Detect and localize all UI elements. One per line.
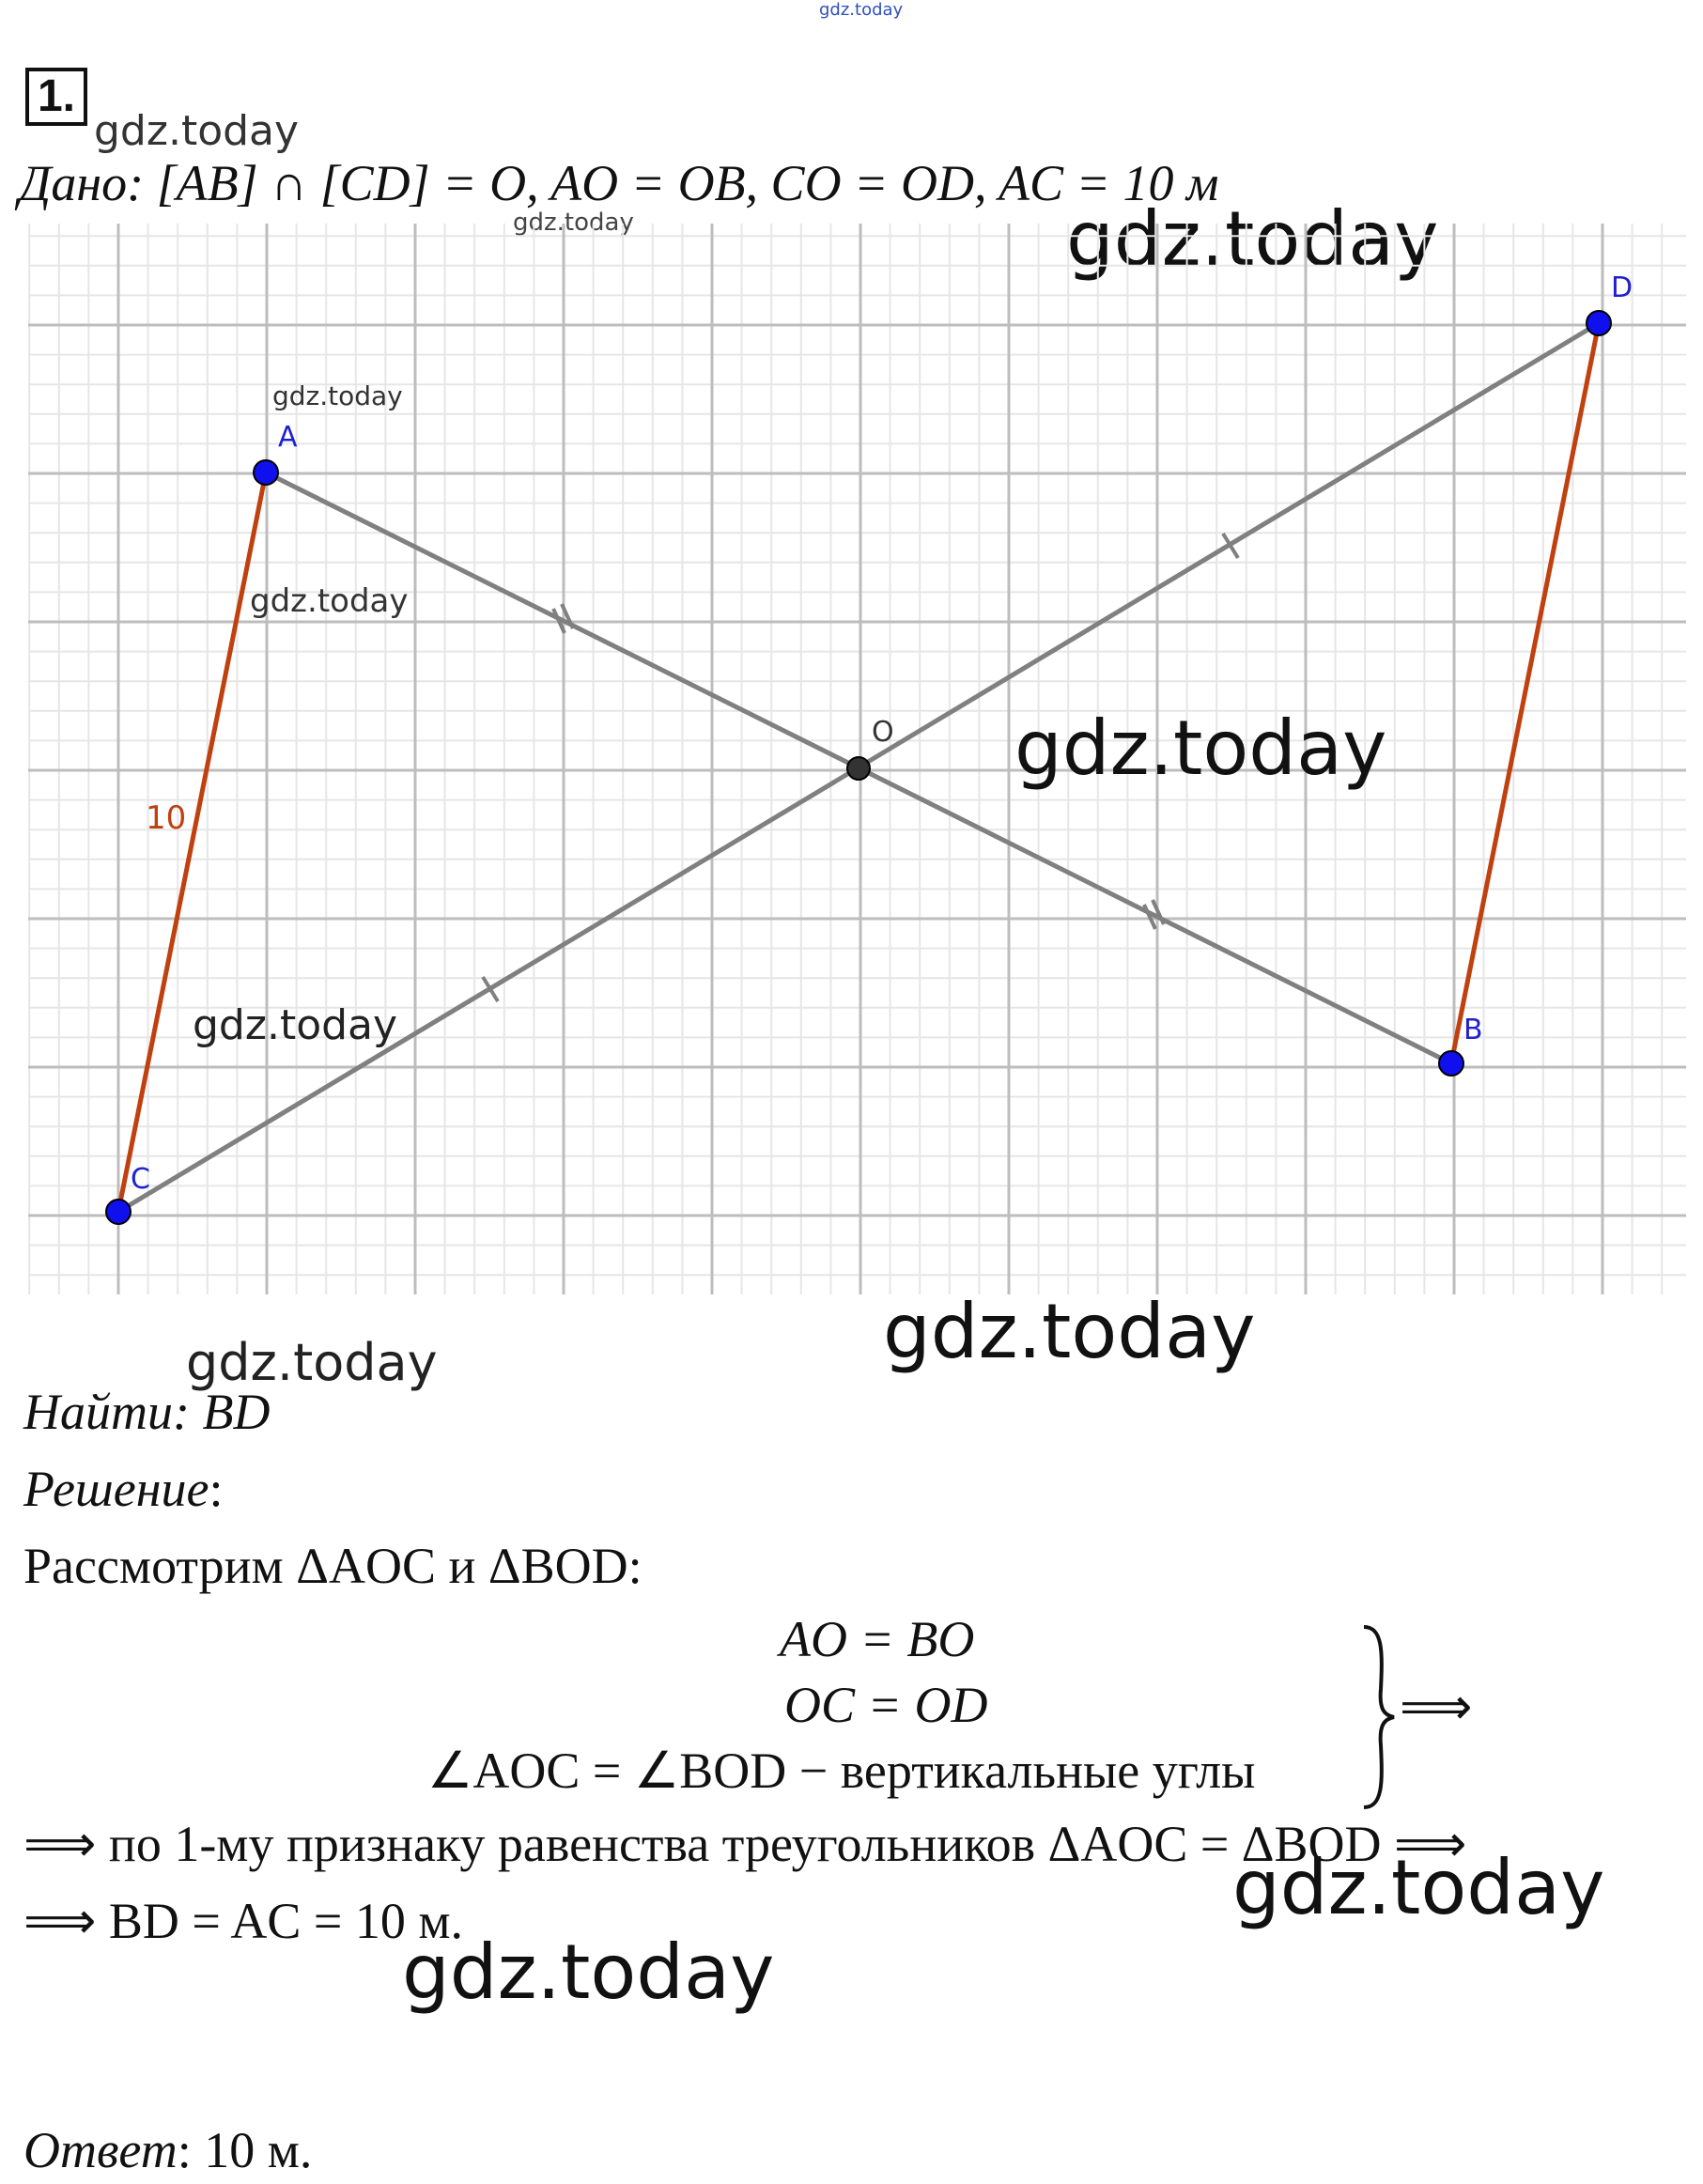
find-label: Найти [23, 1384, 173, 1440]
watermark-near-number: gdz.today [94, 107, 300, 155]
find-line [23, 1384, 271, 1440]
find-text: : BD [173, 1384, 271, 1440]
label-AC-length: 10 [146, 799, 187, 837]
watermark-near-C: gdz.today [193, 1001, 398, 1049]
conclusion-line-2: ⟹ BD = AC = 10 м. [23, 1893, 464, 1949]
point-C [106, 1200, 131, 1224]
label-C: C [131, 1163, 150, 1196]
watermark-under-given: gdz.today [513, 209, 634, 237]
answer-label: Ответ [23, 2122, 178, 2178]
brace [1360, 1623, 1398, 1811]
point-A [254, 460, 278, 485]
answer-text: : 10 м. [177, 2122, 313, 2178]
solution-label: Решение [23, 1461, 209, 1517]
task-number: 1. [25, 68, 87, 126]
watermark-given-right: gdz.today [1066, 195, 1439, 283]
label-D: D [1611, 271, 1633, 304]
conclusion-line-1: ⟹ по 1-му признаку равенства треугольников ΔAOC = ΔBOD ⟹ [23, 1816, 1467, 1872]
consider-line: Рассмотрим ΔAOC и ΔBOD: [23, 1538, 642, 1594]
segment-BD [1451, 323, 1599, 1063]
solution-colon: : [209, 1461, 224, 1517]
watermark-on-AC: gdz.today [250, 582, 409, 620]
equation-1: AO = BO [780, 1611, 975, 1667]
given-label: Дано [19, 155, 128, 211]
segment-AC [118, 472, 266, 1212]
watermark-after-answer-right: gdz.today [1232, 1844, 1605, 1931]
watermark-after-answer-center: gdz.today [402, 1928, 775, 2016]
watermark-near-A: gdz.today [272, 380, 403, 411]
label-A: A [278, 421, 298, 454]
point-B [1439, 1051, 1463, 1076]
label-O: O [872, 716, 894, 749]
watermark-below-left: gdz.today [186, 1333, 438, 1392]
point-D [1587, 311, 1611, 335]
label-B: B [1463, 1014, 1483, 1046]
equation-3: ∠AOC = ∠BOD − вертикальные углы [427, 1743, 1256, 1799]
given-text: : [AB] ∩ [CD] = O, AO = OB, CO = OD, AC = 10 м [127, 155, 1219, 211]
point-O [847, 757, 870, 780]
watermark-top: gdz.today [819, 0, 904, 20]
equation-2: OC = OD [784, 1677, 988, 1733]
answer-line [23, 2122, 313, 2178]
watermark-center-right: gdz.today [1014, 705, 1387, 792]
implies-arrow: ⟹ [1400, 1679, 1473, 1735]
solution-line [23, 1461, 224, 1517]
watermark-below-center: gdz.today [883, 1288, 1256, 1375]
